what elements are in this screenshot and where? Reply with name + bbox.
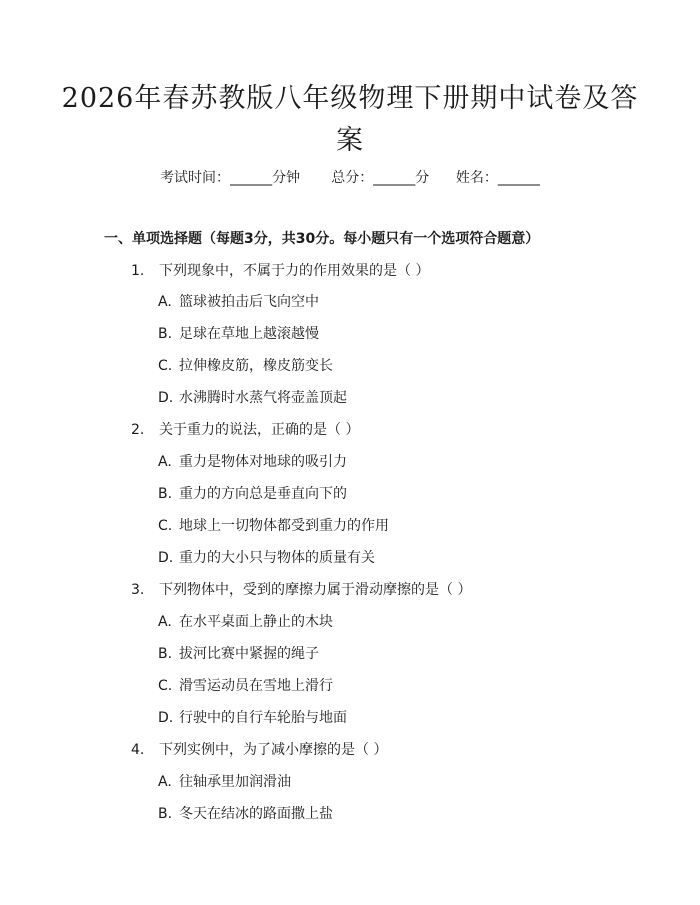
option-text: 篮球被拍击后飞向空中 [179,294,319,310]
option-letter: B. [158,806,173,822]
option-letter: C. [158,358,173,374]
duration-label: 考试时间： [160,170,231,186]
option-text: 重力的方向总是垂直向下的 [179,486,347,502]
question-text: 下列实例中，为了减小摩擦的是（ ） [159,742,388,758]
question-number: 3. [131,582,145,598]
option-letter: A. [158,774,172,790]
option-item [158,804,333,824]
option-item [158,356,333,376]
option-letter: C. [158,678,173,694]
question-text: 下列现象中，不属于力的作用效果的是（ ） [159,263,430,279]
score-unit: 分 [415,170,430,186]
option-letter: C. [158,518,173,534]
option-letter: D. [158,710,174,726]
option-letter: B. [158,326,173,342]
option-text: 拔河比赛中紧握的绳子 [179,646,319,662]
option-text: 在水平桌面上静止的木块 [179,614,333,630]
option-item [158,644,319,664]
question-number: 2. [131,422,145,438]
name-label: 姓名： [455,170,498,186]
option-letter: A. [158,454,172,470]
option-letter: B. [158,486,173,502]
question-number: 4. [131,742,145,758]
page-title: 2026年春苏教版八年级物理下册期中试卷及答案 [61,83,639,156]
option-text: 重力是物体对地球的吸引力 [179,454,347,470]
option-item [158,676,333,696]
option-item [158,452,347,472]
option-item [158,708,347,728]
option-item [158,484,347,504]
question-item [131,261,429,281]
option-letter: D. [158,390,174,406]
option-text: 滑雪运动员在雪地上滑行 [179,678,333,694]
option-text: 地球上一切物体都受到重力的作用 [179,518,389,534]
option-text: 拉伸橡皮筋，橡皮筋变长 [179,358,333,374]
option-item [158,548,375,568]
question-text: 关于重力的说法，正确的是（ ） [159,422,360,438]
option-letter: D. [158,550,174,566]
option-item [158,292,319,312]
option-item [158,612,333,632]
question-text: 下列物体中，受到的摩擦力属于滑动摩擦的是（ ） [159,582,472,598]
option-item [158,324,319,344]
option-letter: A. [158,614,172,630]
exam-info-line [0,168,700,188]
option-letter: A. [158,294,172,310]
option-item [158,516,389,536]
option-letter: B. [158,646,173,662]
option-item [158,388,347,408]
question-item [131,420,359,440]
duration-blank: ______ [230,170,273,186]
name-blank: ______ [497,170,540,186]
question-number: 1. [131,263,145,279]
score-label: 总分： [331,170,374,186]
question-item [131,740,387,760]
option-item [158,772,291,792]
option-text: 重力的大小只与物体的质量有关 [179,550,375,566]
duration-unit: 分钟 [272,170,301,186]
option-text: 足球在草地上越滚越慢 [179,326,319,342]
option-text: 水沸腾时水蒸气将壶盖顶起 [179,390,347,406]
question-item [131,580,471,600]
option-text: 行驶中的自行车轮胎与地面 [179,710,347,726]
option-text: 冬天在结冰的路面撒上盐 [179,806,333,822]
option-text: 往轴承里加润滑油 [179,774,291,790]
score-blank: ______ [373,170,416,186]
section-heading: 一、单项选择题（每题3分，共30分。每小题只有一个选项符合题意） [104,231,540,247]
